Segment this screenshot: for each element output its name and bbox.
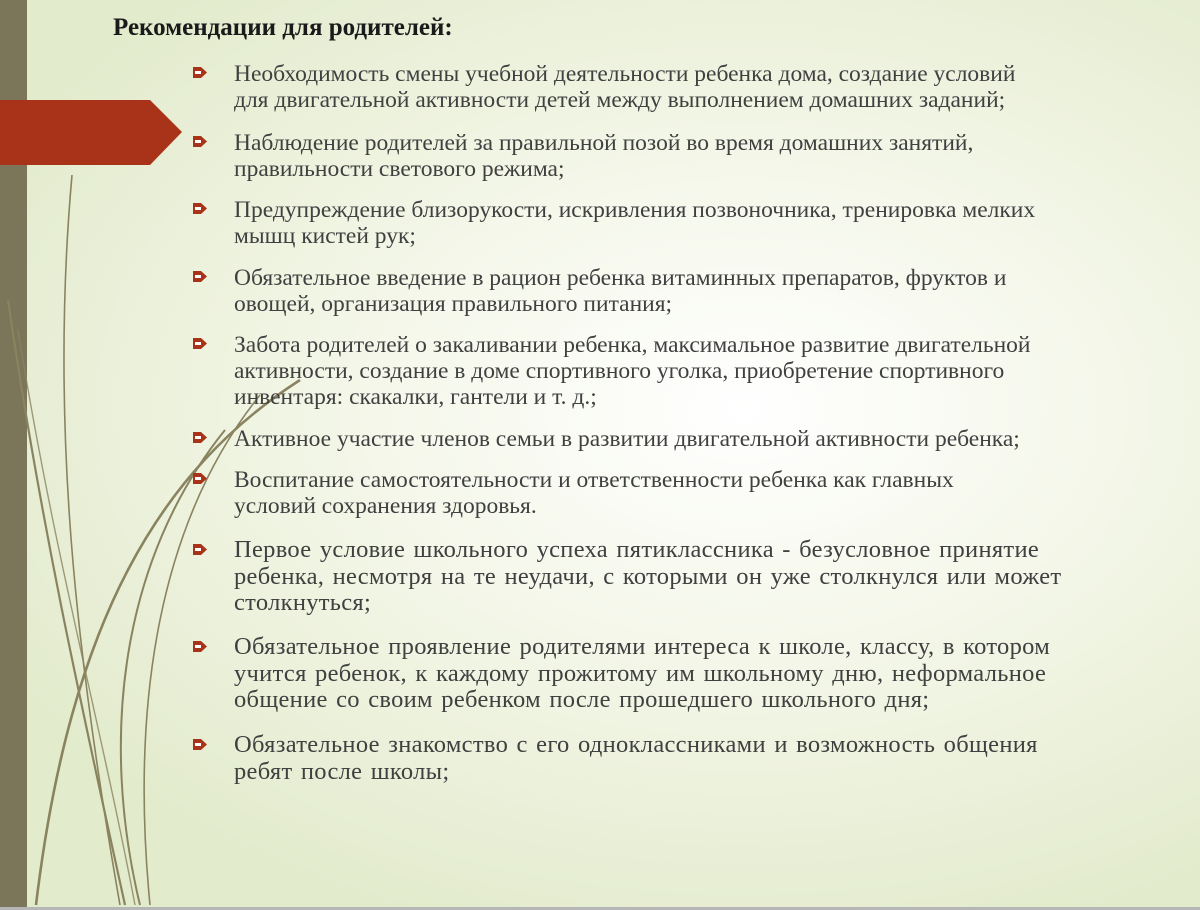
- list-item: [190, 537, 1170, 617]
- list-item-text: Необходимость смены учебной деятельности ребенка дома, создание условий для двигательной активности детей между выполнением домашних заданий;: [234, 61, 1016, 113]
- list-item: [190, 332, 1170, 410]
- list-item-text: Обязательное проявление родителями интереса к школе, классу, в котором учится ребенок, к каждому прожитому им школьному дню, неформальное общение со своим ребенком после прошедшего школьного дня;: [234, 633, 1051, 713]
- list-item: [190, 426, 1170, 452]
- list-item: [190, 467, 1170, 519]
- arrow-bullet-icon: [193, 67, 207, 78]
- list-item-text: Активное участие членов семьи в развитии двигательной активности ребенка;: [234, 426, 1020, 452]
- list-item-text: Забота родителей о закаливании ребенка, максимальное развитие двигательной активности, создание в доме спортивного уголка, приобретение спортивного инвентаря: скакалки, гантели и т. д.;: [234, 332, 1031, 410]
- arrow-bullet-icon: [193, 432, 207, 443]
- slide-title: Рекомендации для родителей:: [113, 14, 453, 41]
- list-item-text: Обязательное введение в рацион ребенка витаминных препаратов, фруктов и овощей, организация правильного питания;: [234, 265, 1007, 317]
- list-item: [190, 732, 1170, 785]
- arrow-bullet-icon: [193, 473, 207, 484]
- arrow-bullet-icon: [193, 338, 207, 349]
- list-item-text: Первое условие школьного успеха пятиклассника - безусловное принятие ребенка, несмотря на те неудачи, с которыми он уже столкнулся или может столкнуться;: [234, 536, 1062, 616]
- list-item: [190, 265, 1170, 317]
- arrow-bullet-icon: [193, 641, 207, 652]
- list-item-text: Наблюдение родителей за правильной позой во время домашних занятий, правильности светового режима;: [234, 130, 974, 182]
- list-item: [190, 197, 1170, 249]
- list-item-text: Воспитание самостоятельности и ответственности ребенка как главных условий сохранения здоровья.: [234, 467, 954, 519]
- arrow-bullet-icon: [193, 544, 207, 555]
- list-item-text: Предупреждение близорукости, искривления позвоночника, тренировка мелких мышц кистей рук;: [234, 197, 1036, 249]
- arrow-bullet-icon: [193, 136, 207, 147]
- list-item: [190, 61, 1170, 113]
- arrow-bullet-icon: [193, 739, 207, 750]
- list-item-text: Обязательное знакомство с его одноклассниками и возможность общения ребят после школы;: [234, 731, 1038, 785]
- list-item: [190, 634, 1170, 714]
- arrow-bullet-icon: [193, 271, 207, 282]
- list-item: [190, 130, 1170, 182]
- arrow-bullet-icon: [193, 203, 207, 214]
